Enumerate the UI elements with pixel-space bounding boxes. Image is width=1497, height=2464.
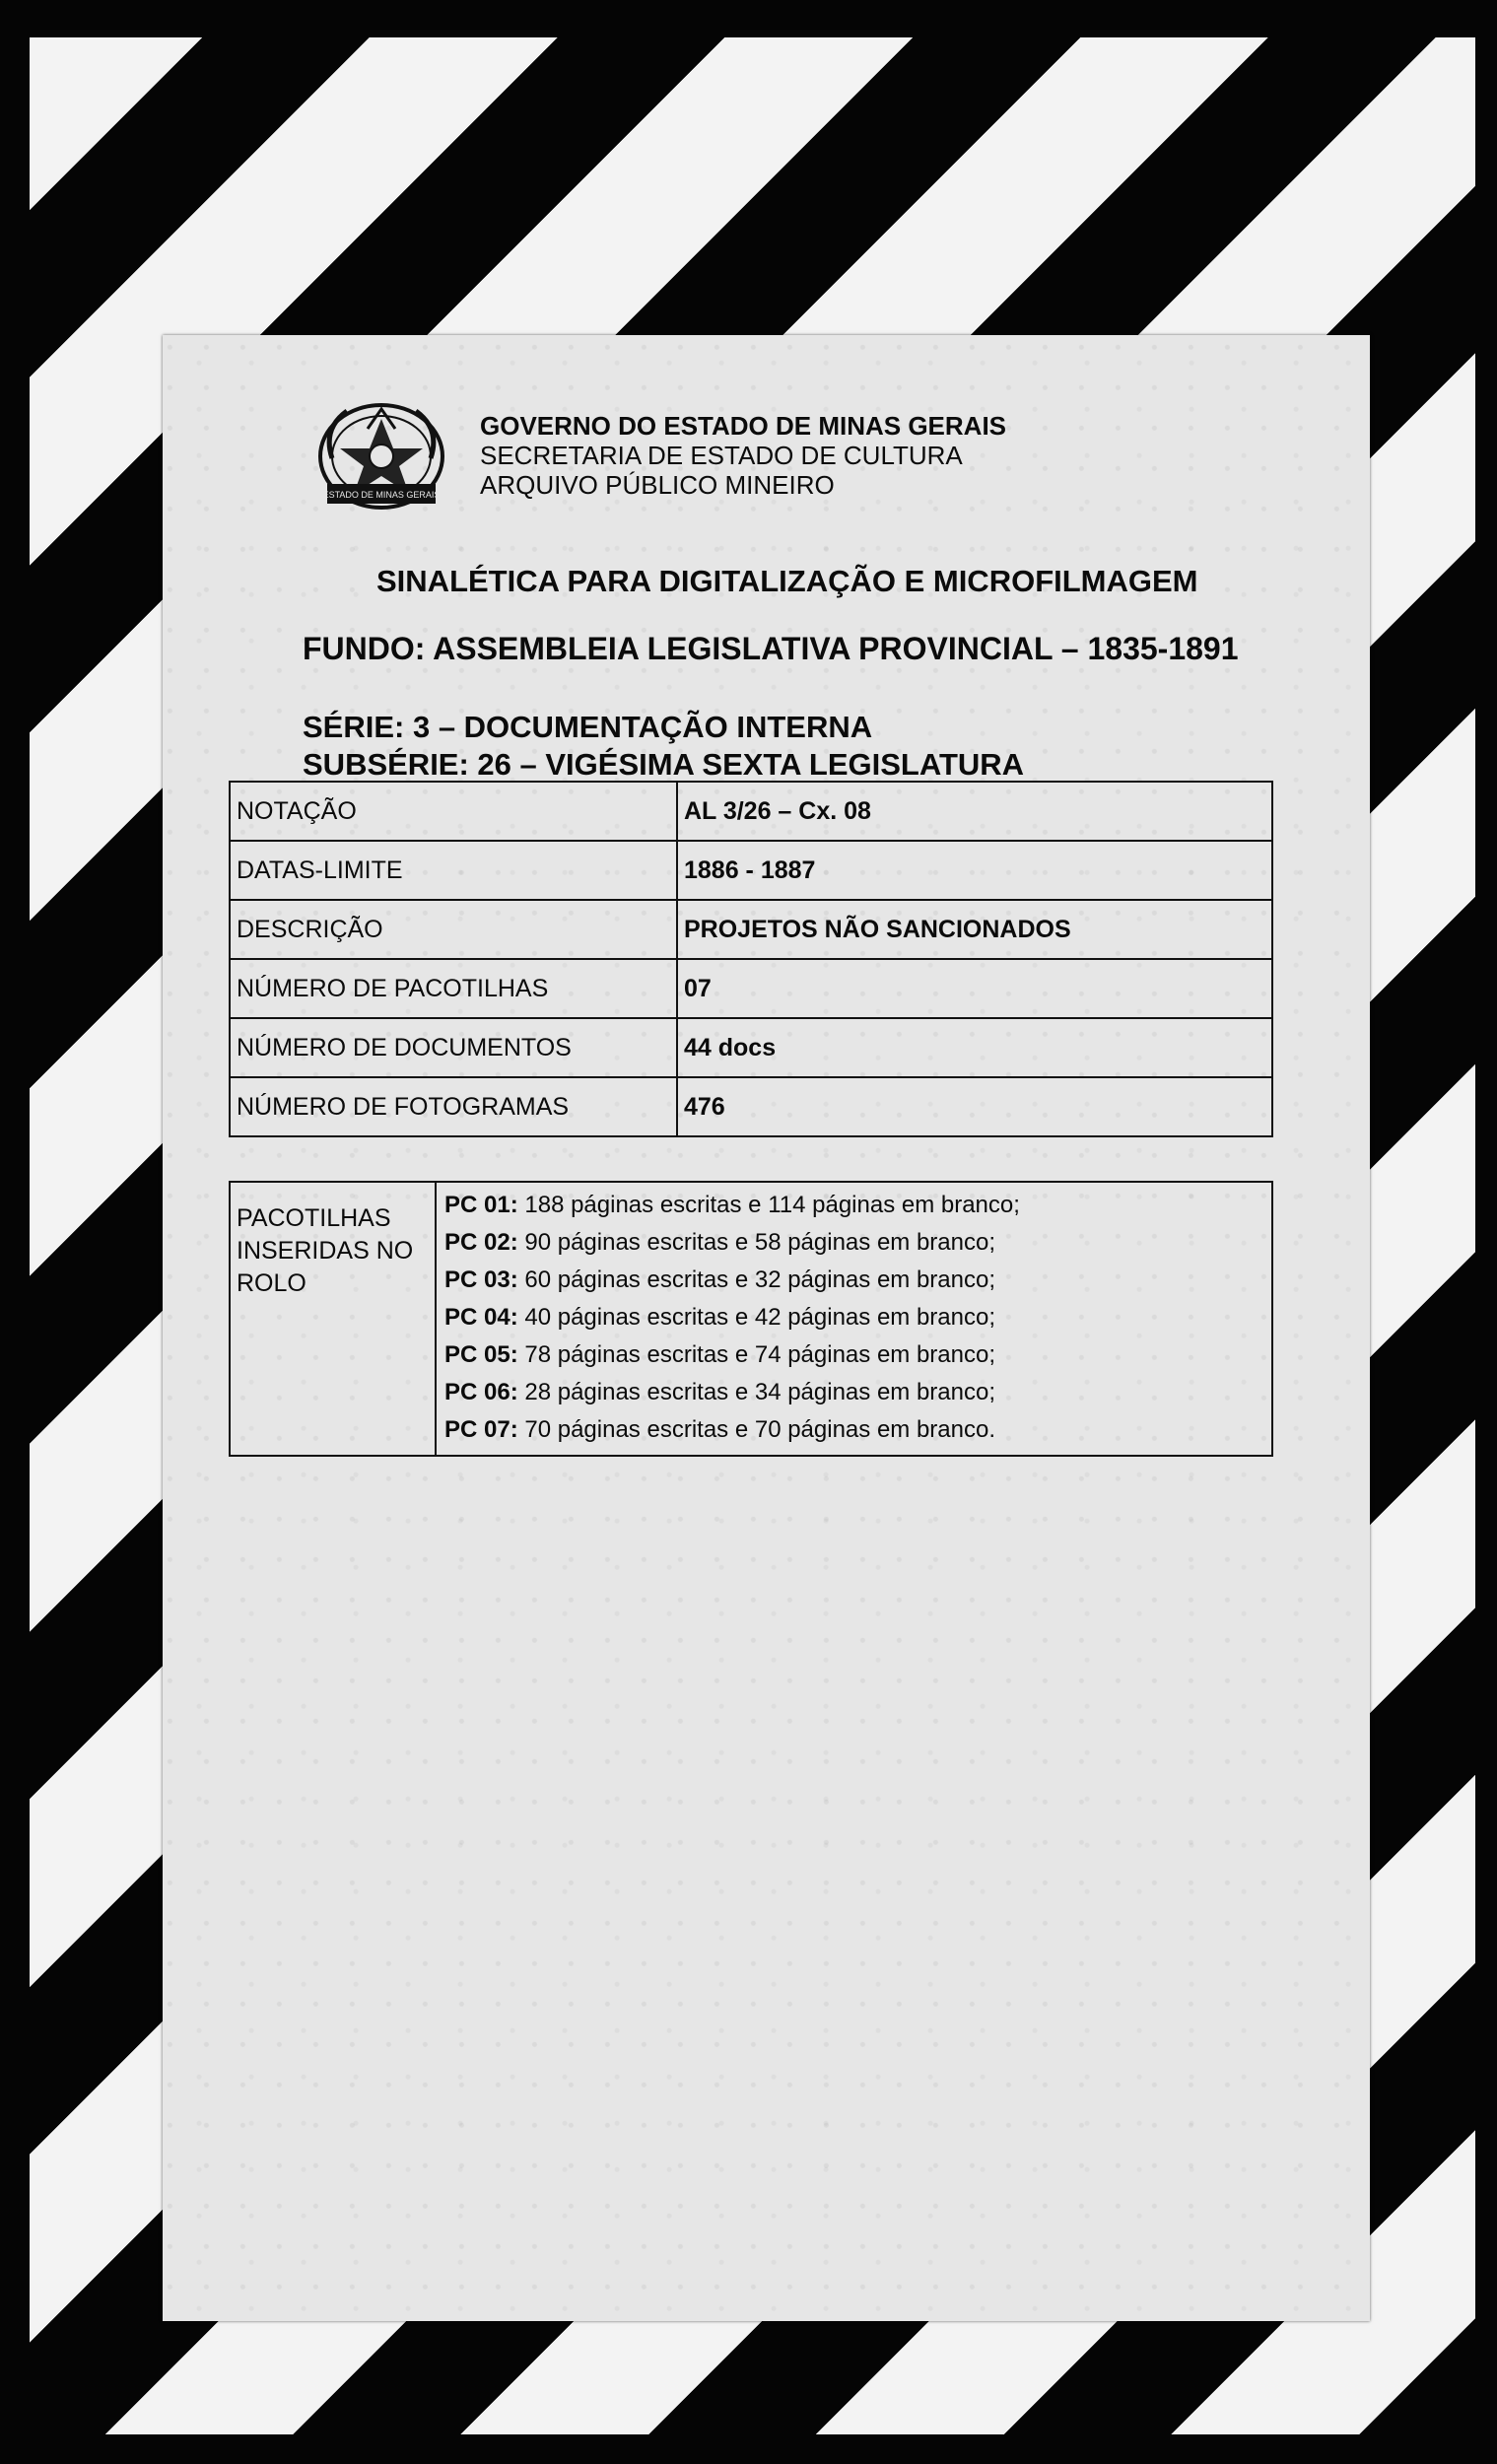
pacotilhas-label-line: INSERIDAS NO	[237, 1237, 414, 1265]
document-sheet	[163, 335, 1370, 2321]
film-edge-top	[0, 0, 1497, 37]
org-secretariat: SECRETARIA DE ESTADO DE CULTURA	[480, 441, 963, 470]
pacotilha-code: PC 05:	[444, 1341, 518, 1368]
table-row	[230, 1018, 1272, 1077]
table-row	[230, 1077, 1272, 1136]
datas-limite-label: DATAS-LIMITE	[230, 841, 677, 900]
pacotilha-code: PC 06:	[444, 1379, 518, 1405]
pacotilha-code: PC 07:	[444, 1416, 518, 1443]
table-row	[230, 1182, 1272, 1456]
serie-line: SÉRIE: 3 – DOCUMENTAÇÃO INTERNA	[303, 710, 873, 744]
documentos-count-label: NÚMERO DE DOCUMENTOS	[230, 1018, 677, 1077]
list-item	[444, 1262, 1263, 1299]
pacotilhas-list	[436, 1182, 1272, 1456]
film-edge-left	[0, 0, 30, 2464]
organization-lines	[480, 411, 1006, 500]
pacotilhas-count-label: NÚMERO DE PACOTILHAS	[230, 959, 677, 1018]
pacotilha-text: 28 páginas escritas e 34 páginas em branco;	[524, 1379, 996, 1405]
table-row	[230, 959, 1272, 1018]
header	[303, 399, 1190, 517]
pacotilha-text: 40 páginas escritas e 42 páginas em branco;	[524, 1304, 996, 1331]
list-item	[444, 1374, 1263, 1411]
list-item	[444, 1224, 1263, 1262]
film-edge-right	[1475, 0, 1497, 2464]
pacotilha-code: PC 02:	[444, 1229, 518, 1256]
list-item	[444, 1299, 1263, 1336]
table-row	[230, 900, 1272, 959]
fotogramas-count-label: NÚMERO DE FOTOGRAMAS	[230, 1077, 677, 1136]
table-row	[230, 782, 1272, 841]
descricao-value: PROJETOS NÃO SANCIONADOS	[677, 900, 1272, 959]
pacotilhas-label-line: ROLO	[237, 1269, 306, 1297]
notacao-value: AL 3/26 – Cx. 08	[677, 782, 1272, 841]
datas-limite-value: 1886 - 1887	[677, 841, 1272, 900]
page-title: SINALÉTICA PARA DIGITALIZAÇÃO E MICROFILMAGEM	[376, 564, 1198, 598]
descricao-label: DESCRIÇÃO	[230, 900, 677, 959]
state-seal-icon	[303, 399, 460, 517]
pacotilha-code: PC 03:	[444, 1266, 518, 1293]
subserie-line: SUBSÉRIE: 26 – VIGÉSIMA SEXTA LEGISLATURA	[303, 747, 1025, 782]
fotogramas-count-value: 476	[677, 1077, 1272, 1136]
org-archive: ARQUIVO PÚBLICO MINEIRO	[480, 470, 835, 500]
fundo-line: FUNDO: ASSEMBLEIA LEGISLATIVA PROVINCIAL – 1835-1891	[303, 631, 1239, 666]
pacotilhas-label	[230, 1182, 436, 1456]
notacao-label: NOTAÇÃO	[230, 782, 677, 841]
pacotilhas-label-line: PACOTILHAS	[237, 1204, 391, 1232]
pacotilha-text: 78 páginas escritas e 74 páginas em branco;	[524, 1341, 996, 1368]
seal-text: ESTADO DE MINAS GERAIS	[322, 490, 441, 500]
pacotilha-text: 90 páginas escritas e 58 páginas em branco;	[524, 1229, 996, 1256]
pacotilha-code: PC 04:	[444, 1304, 518, 1331]
pacotilhas-count-value: 07	[677, 959, 1272, 1018]
org-government: GOVERNO DO ESTADO DE MINAS GERAIS	[480, 411, 1007, 441]
list-item	[444, 1411, 1263, 1449]
table-row	[230, 841, 1272, 900]
documentos-count-value: 44 docs	[677, 1018, 1272, 1077]
film-edge-bottom	[0, 2434, 1497, 2464]
pacotilha-text: 60 páginas escritas e 32 páginas em branco;	[524, 1266, 996, 1293]
pacotilha-code: PC 01:	[444, 1192, 518, 1218]
pacotilhas-table	[229, 1181, 1273, 1457]
list-item	[444, 1187, 1263, 1224]
pacotilha-text: 70 páginas escritas e 70 páginas em branco.	[524, 1416, 996, 1443]
list-item	[444, 1336, 1263, 1374]
info-table	[229, 781, 1273, 1137]
pacotilha-text: 188 páginas escritas e 114 páginas em branco;	[524, 1192, 1020, 1218]
